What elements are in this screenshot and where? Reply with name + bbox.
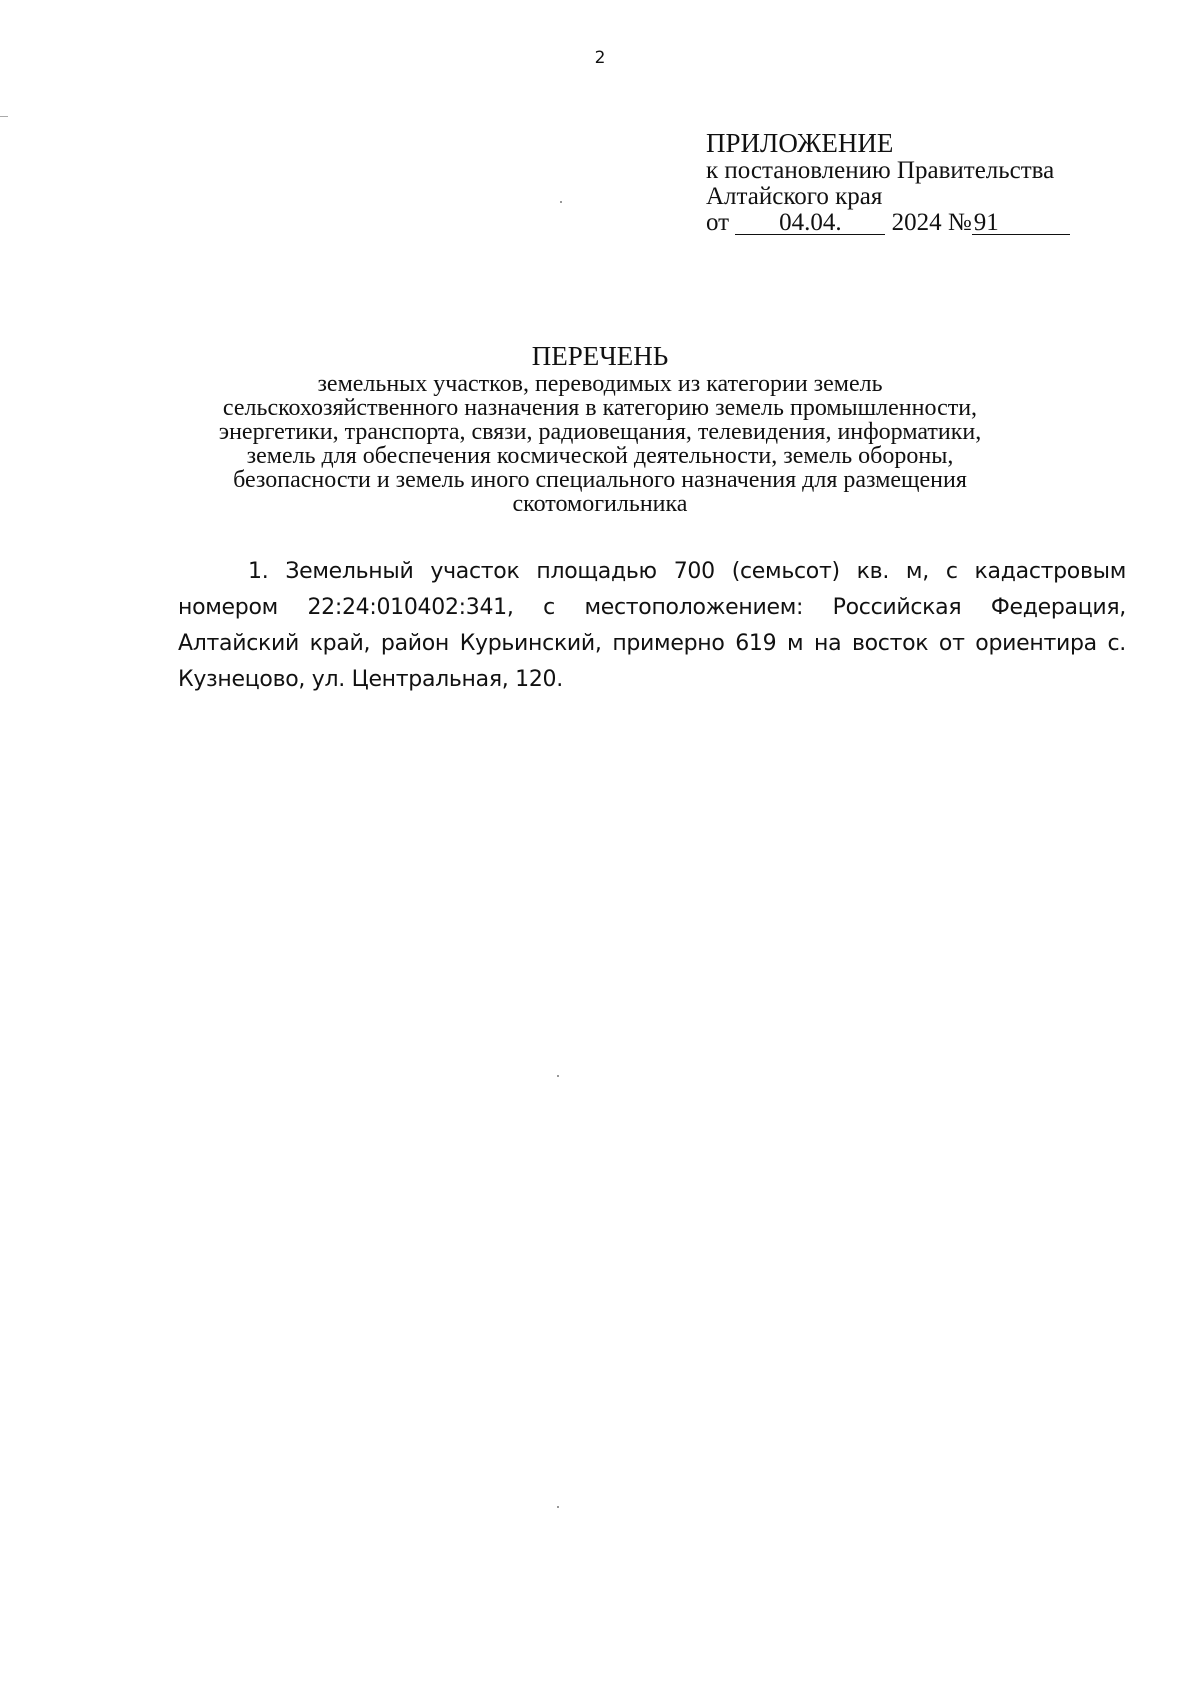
scan-dot [557, 1075, 559, 1077]
document-title: ПЕРЕЧЕНЬ [531, 341, 669, 371]
appendix-line-region: Алтайского края [706, 183, 883, 210]
number-sign: № [947, 209, 972, 236]
appendix-title: ПРИЛОЖЕНИЕ [706, 128, 894, 158]
scan-dot [560, 201, 562, 203]
number-value: 91 [972, 212, 1070, 235]
page-number: 2 [594, 48, 606, 68]
appendix-block [706, 128, 1070, 236]
scan-dot [557, 1506, 559, 1508]
date-prefix: от [706, 209, 730, 236]
date-year: 2024 [891, 209, 942, 236]
scan-edge-mark [0, 116, 8, 117]
list-item: 1. Земельный участок площадью 700 (семьсот) кв. м, с кадастровым номером 22:24:010402:341, с местоположением: Российская Федерация, Алтайский край, район Курьинский, примерно 619 м на восток от ориентира с. Кузнецово, ул. Центральная, 120. [178, 559, 1126, 692]
appendix-line-resolution: к постановлению Правительства [706, 157, 1055, 184]
document-subtitle: земельных участков, переводимых из категории земель сельскохозяйственного назначения в категорию земель промышленности, энергетики, транспорта, связи, радиовещания, телевидения, информатики, земель для обеспечения космической деятельности, земель обороны, безопасности и земель иного специального назначения для размещения скотомогильника [218, 371, 982, 517]
appendix-date-line [706, 210, 1070, 236]
document-title-block [150, 340, 1050, 516]
date-value: 04.04. [735, 212, 885, 235]
